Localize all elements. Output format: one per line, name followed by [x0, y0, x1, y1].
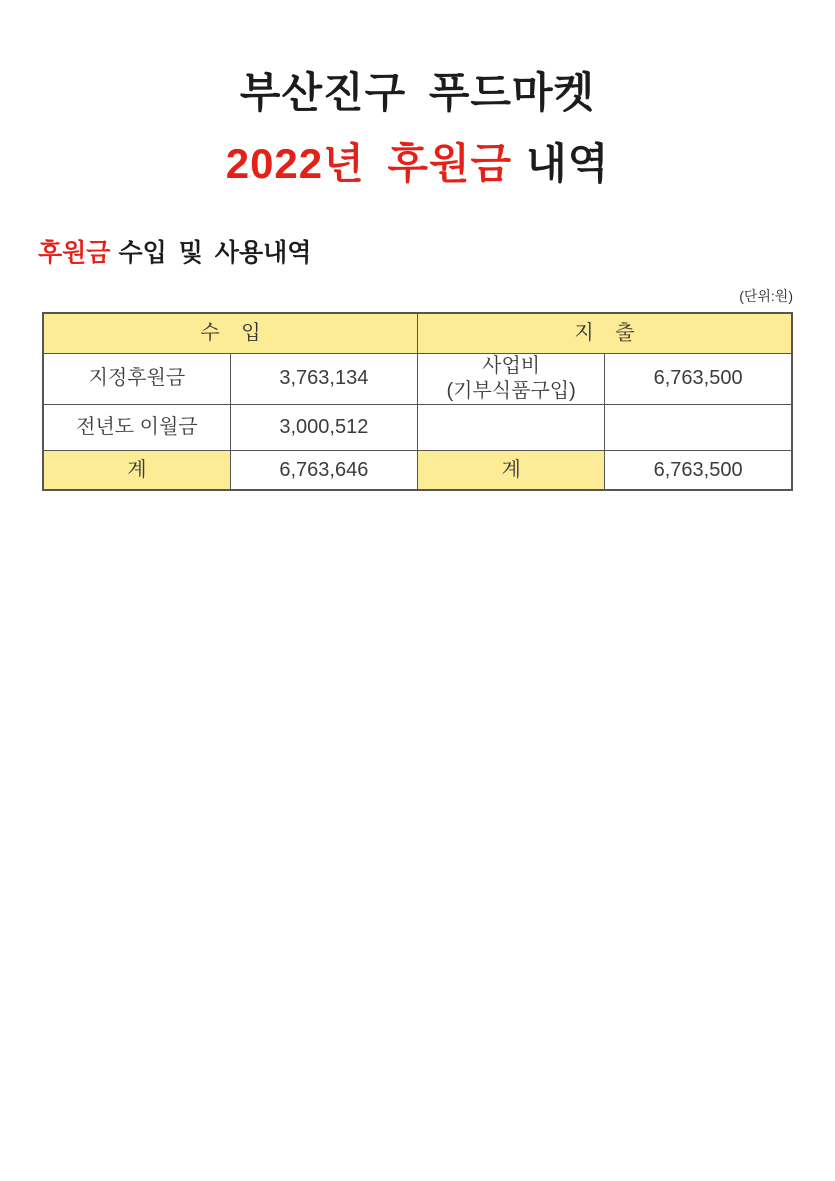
income-item-cell: 전년도 이월금 — [43, 404, 230, 450]
fund-table-head — [43, 313, 792, 353]
income-header-cell: 수 입 — [43, 313, 418, 353]
page-subtitle — [0, 141, 835, 187]
fund-table-body — [43, 353, 792, 490]
section-heading — [38, 233, 835, 269]
fund-table — [42, 312, 793, 491]
table-row-designated-donation — [43, 353, 792, 404]
income-total-amount-cell: 6,763,646 — [230, 450, 417, 490]
expense-item-cell — [418, 353, 605, 404]
expense-total-label-cell: 계 — [418, 450, 605, 490]
page-title — [0, 70, 835, 116]
expense-amount-cell: 6,763,500 — [605, 353, 792, 404]
subtitle-detail-text: 내역 — [526, 140, 610, 188]
income-total-label-cell: 계 — [43, 450, 230, 490]
expense-amount-cell — [605, 404, 792, 450]
section-heading-rest-text: 수입 및 사용내역 — [118, 239, 312, 268]
income-amount-cell: 3,763,134 — [230, 353, 417, 404]
expense-item-line1: 사업비 — [482, 354, 541, 377]
income-amount-cell: 3,000,512 — [230, 404, 417, 450]
expense-header-cell: 지 출 — [418, 313, 793, 353]
section-heading-donation-text: 후원금 — [38, 239, 111, 268]
expense-item-cell — [418, 404, 605, 450]
fund-table-header-row — [43, 313, 792, 353]
table-row-carryover — [43, 404, 792, 450]
table-row-total — [43, 450, 792, 490]
expense-item-line2: (기부식품구입) — [446, 379, 576, 402]
income-item-cell: 지정후원금 — [43, 353, 230, 404]
subtitle-year-donation-text: 2022년 후원금 — [225, 140, 513, 188]
expense-total-amount-cell: 6,763,500 — [605, 450, 792, 490]
unit-label: (단위:원) — [739, 288, 793, 305]
page-title-text: 부산진구 푸드마켓 — [239, 69, 596, 116]
